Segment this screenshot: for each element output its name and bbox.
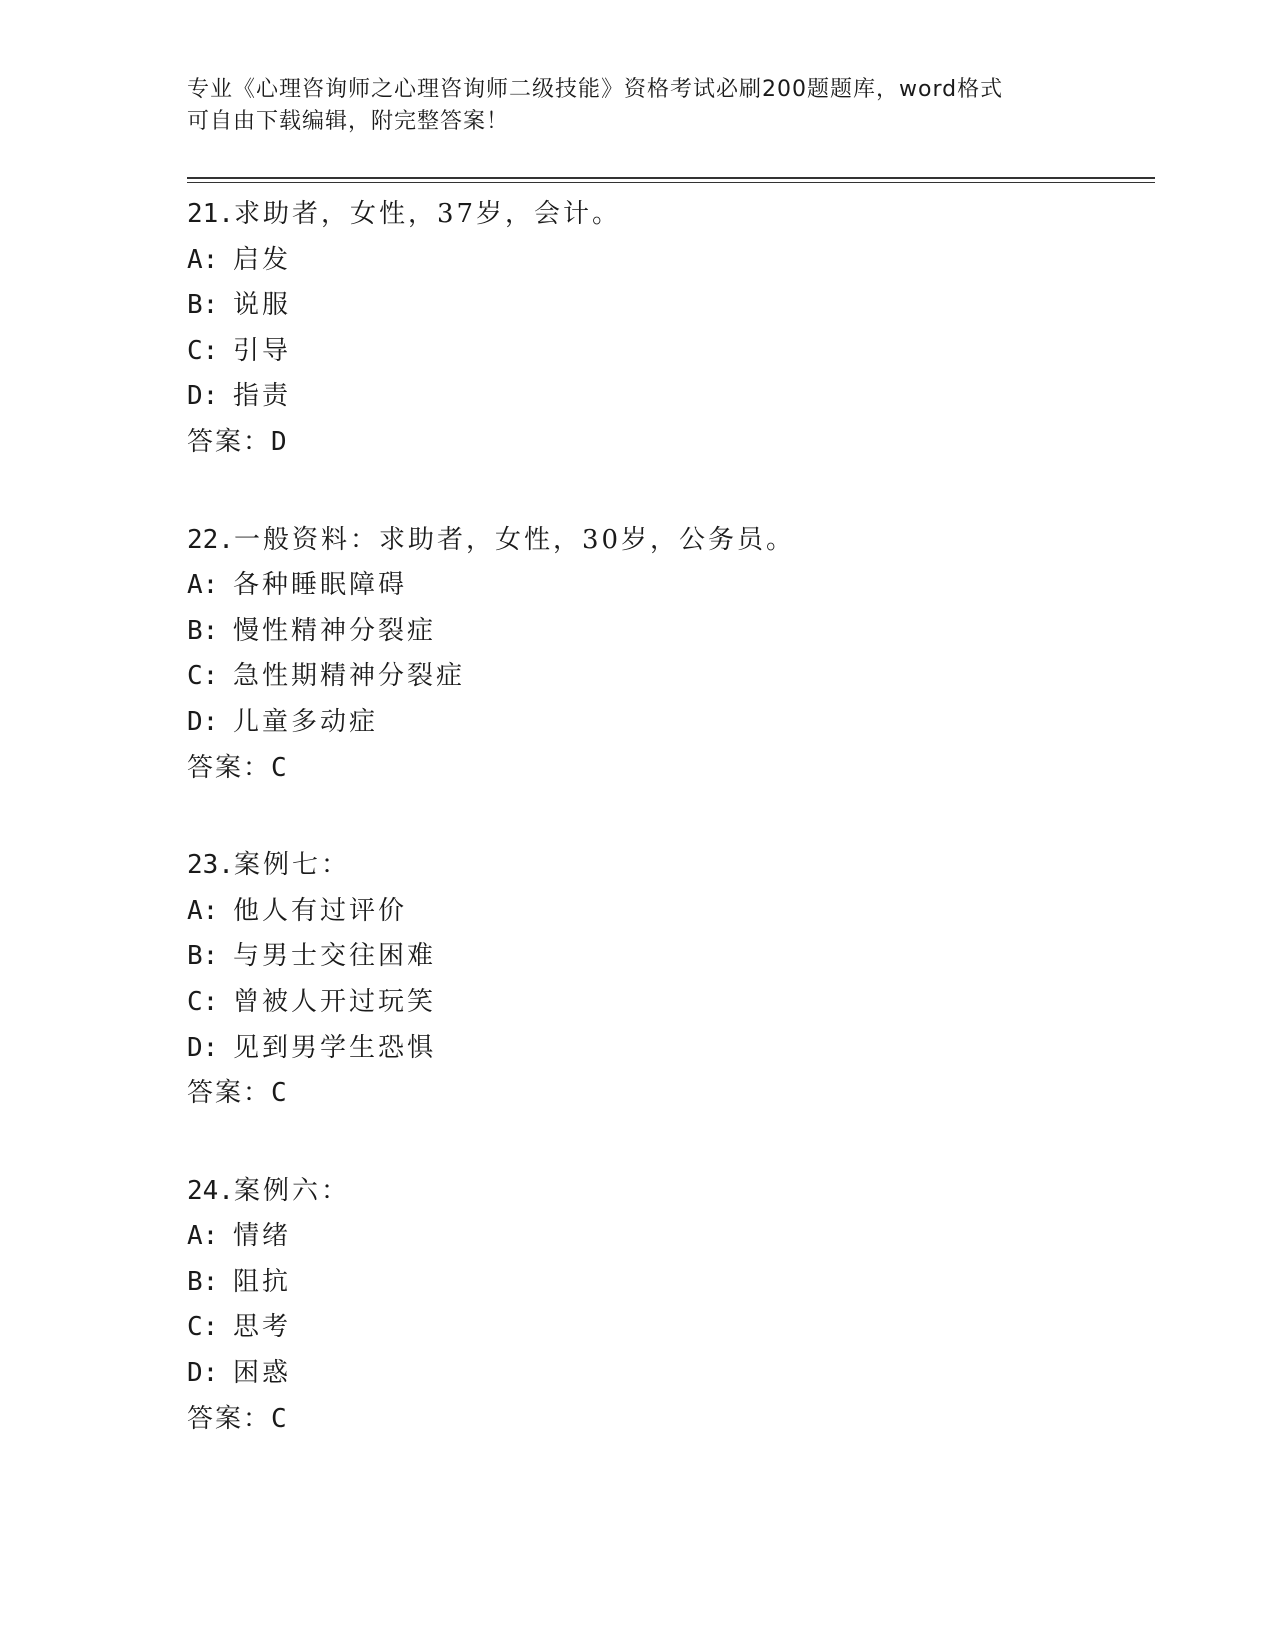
option-c <box>187 329 1137 375</box>
answer-value: C <box>271 752 287 783</box>
answer-line <box>187 746 1137 792</box>
option-letter: D: <box>187 1032 219 1063</box>
option-b <box>187 283 1137 329</box>
option-letter: C: <box>187 986 219 1017</box>
question-list <box>187 192 1137 1442</box>
answer-line <box>187 1397 1137 1443</box>
question-stem <box>187 192 1137 238</box>
option-letter: B: <box>187 1266 219 1297</box>
option-d <box>187 700 1137 746</box>
question-number: 21. <box>187 199 234 229</box>
option-text: 曾被人开过玩笑 <box>233 986 437 1017</box>
question-23 <box>187 843 1137 1117</box>
question-stem <box>187 843 1137 889</box>
option-letter: B: <box>187 941 219 972</box>
answer-label: 答案： <box>187 426 272 457</box>
option-letter: A: <box>187 895 219 926</box>
option-text: 说服 <box>233 290 292 321</box>
option-c <box>187 980 1137 1026</box>
question-number: 24. <box>187 1175 234 1206</box>
question-22 <box>187 518 1137 792</box>
option-letter: A: <box>187 570 219 601</box>
option-text: 各种睡眠障碍 <box>233 570 408 601</box>
option-text: 慢性精神分裂症 <box>233 615 437 646</box>
option-text: 启发 <box>233 244 292 275</box>
option-letter: A: <box>187 1221 219 1252</box>
answer-line <box>187 420 1137 466</box>
answer-value: D <box>271 426 287 457</box>
option-text: 引导 <box>233 335 292 366</box>
option-text: 儿童多动症 <box>233 706 379 737</box>
option-b <box>187 609 1137 655</box>
answer-label: 答案： <box>187 1078 272 1109</box>
option-letter: C: <box>187 1312 219 1343</box>
question-number: 23. <box>187 850 234 881</box>
question-21 <box>187 192 1137 466</box>
header-line-2: 可自由下载编辑，附完整答案！ <box>187 109 510 134</box>
header-divider-thin <box>187 182 1155 183</box>
option-text: 阻抗 <box>233 1266 292 1297</box>
option-letter: A: <box>187 244 219 275</box>
option-letter: D: <box>187 706 219 737</box>
option-letter: D: <box>187 1358 219 1389</box>
option-letter: C: <box>187 335 219 366</box>
question-text: 一般资料：求助者，女性，30岁，公务员。 <box>233 524 796 555</box>
question-text: 案例六： <box>233 1175 350 1206</box>
option-letter: B: <box>187 290 219 321</box>
option-letter: B: <box>187 615 219 646</box>
question-number: 22. <box>187 524 234 555</box>
question-stem <box>187 1169 1137 1215</box>
answer-line <box>187 1071 1137 1117</box>
option-d <box>187 1026 1137 1072</box>
header-divider-thick <box>187 177 1155 179</box>
option-c <box>187 654 1137 700</box>
question-text: 案例七： <box>233 850 350 881</box>
option-letter: C: <box>187 661 219 692</box>
header-line-1: 专业《心理咨询师之心理咨询师二级技能》资格考试必刷200题题库，word格式 <box>187 77 1004 102</box>
option-c <box>187 1305 1137 1351</box>
question-text: 求助者，女性，37岁，会计。 <box>233 199 622 229</box>
option-a <box>187 889 1137 935</box>
option-text: 指责 <box>233 381 292 412</box>
answer-value: C <box>271 1078 287 1109</box>
option-text: 情绪 <box>233 1221 292 1252</box>
option-text: 见到男学生恐惧 <box>233 1032 437 1063</box>
answer-label: 答案： <box>187 752 272 783</box>
option-letter: D: <box>187 381 219 412</box>
option-text: 与男士交往困难 <box>233 941 437 972</box>
option-d <box>187 374 1137 420</box>
option-text: 急性期精神分裂症 <box>233 661 466 692</box>
question-stem <box>187 518 1137 564</box>
option-text: 困惑 <box>233 1358 292 1389</box>
document-header <box>187 74 1087 138</box>
option-b <box>187 1260 1137 1306</box>
option-text: 思考 <box>233 1312 292 1343</box>
answer-value: C <box>271 1403 287 1434</box>
option-d <box>187 1351 1137 1397</box>
option-text: 他人有过评价 <box>233 895 408 926</box>
option-a <box>187 563 1137 609</box>
question-24 <box>187 1169 1137 1443</box>
option-a <box>187 1214 1137 1260</box>
answer-label: 答案： <box>187 1403 272 1434</box>
option-b <box>187 934 1137 980</box>
option-a <box>187 238 1137 284</box>
